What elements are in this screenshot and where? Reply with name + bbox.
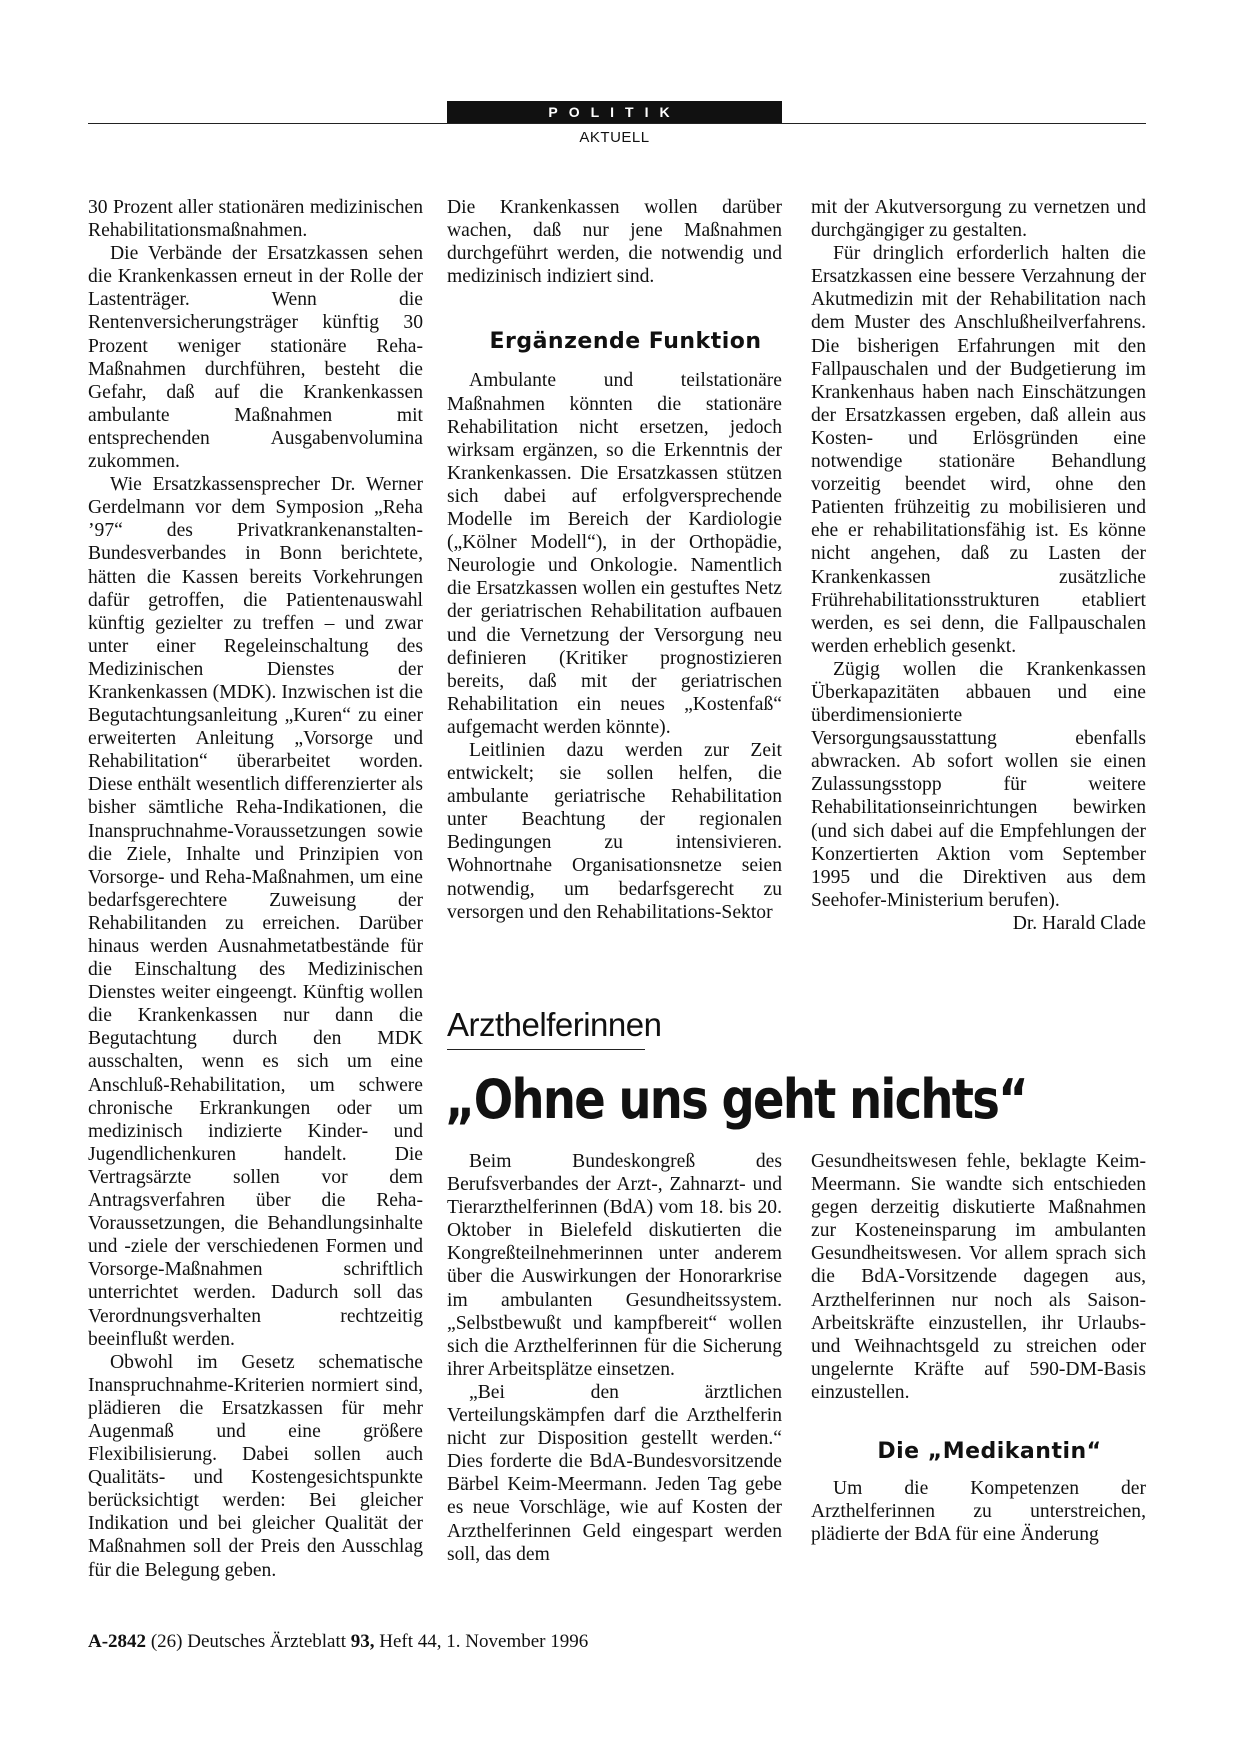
- page-footer: [88, 1631, 588, 1653]
- paragraph: Gesundheitswesen fehle, beklagte Keim-Meermann. Sie wandte sich entschieden gegen derzeitig diskutierte Maßnahmen zur Kosteneinsparung im ambulanten Gesundheitswesen. Vor allem sprach sich die BdA-Vorsitzende dagegen aus, Arzthelferinnen nur noch als Saison-Arbeitskräfte einzustellen, ihr Urlaubs- und Weihnachtsgeld zu streichen oder ungelernte Kräfte auf 590-DM-Basis einzustellen.: [811, 1151, 1146, 1403]
- subheading: Die „Medikantin“: [877, 1439, 1102, 1465]
- journal-name: (26) Deutsches Ärzteblatt: [150, 1631, 347, 1652]
- paragraph: mit der Akutversorgung zu vernetzen und durchgängiger zu gestalten.: [811, 197, 1146, 242]
- paragraph: Die Verbände der Ersatzkassen sehen die Krankenkassen erneut in der Rolle der Lastenträger. Wenn die Rentenversicherungsträger künftig 30 Prozent weniger stationäre Reha-Maßnahmen durchführen, besteht die Gefahr, daß auf die Krankenkassen ambulante Maßnahmen mit entsprechenden Ausgabenvolumina zukommen.: [88, 243, 423, 473]
- column-2: [447, 196, 782, 924]
- page-code: A-2842: [88, 1631, 147, 1652]
- paragraph: Wie Ersatzkassensprecher Dr. Werner Gerdelmann vor dem Symposion „Reha ’97“ des Privatkrankenanstalten-Bundesverbandes in Bonn berichtete, hätten die Kassen bereits Vorkehrungen dafür getroffen, die Patientenauswahl künftig gezielter zu treffen – und zwar unter einer Regeleinschaltung des Medizinischen Dienstes der Krankenkassen (MDK). Inzwischen ist die Begutachtungsanleitung „Kuren“ zu einer erweiterten Anleitung „Vorsorge und Rehabilitation“ überarbeitet worden. Diese enthält wesentlich differenzierter als bisher sämtliche Reha-Indikationen, die Inanspruchnahme-Voraussetzungen sowie die Ziele, Inhalte und Prinzipien von Vorsorge- und Reha-Maßnahmen, um eine bedarfsgerechtere Zuweisung der Rehabilitanden zu erreichen. Darüber hinaus werden Ausnahmetatbestände für die Einschaltung des Medizinischen Dienstes weiter eingeengt. Künftig wollen die Krankenkassen nur dann die Begutachtung durch den MDK ausschalten, wenn es sich um eine Anschluß-Rehabilitation, um schwere chronische Erkrankungen oder um medizinisch indizierte Kinder- und Jugendlichenkuren handelt. Die Vertragsärzte sollen vor dem Antragsverfahren über die Reha-Voraussetzungen, die Behandlungsinhalte und -ziele der verschiedenen Formen und Vorsorge-Maßnahmen schriftlich unterrichtet werden. Dadurch soll das Verordnungsverhalten rechtzeitig beeinflußt werden.: [88, 474, 423, 1350]
- paragraph: 30 Prozent aller stationären medizinischen Rehabilitationsmaßnahmen.: [88, 197, 423, 242]
- paragraph: „Bei den ärztlichen Verteilungskämpfen darf die Arzthelferin nicht zur Disposition gestellt werden.“ Dies forderte die BdA-Bundesvorsitzende Bärbel Keim-Meermann. Jeden Tag gebe es neue Vorschläge, wie auf Kosten der Arzthelferinnen Geld eingespart werden soll, das dem: [447, 1381, 782, 1565]
- article-kicker: Arzthelferinnen: [447, 1006, 662, 1043]
- article-headline: „Ohne uns geht nichts“: [445, 1068, 1027, 1131]
- kicker-rule: [447, 1049, 645, 1050]
- header-rule: [88, 123, 1146, 124]
- subsection-label: AKTUELL: [579, 129, 650, 146]
- paragraph: Die Krankenkassen wollen darüber wachen, daß nur jene Maßnahmen durchgeführt werden, die notwendig und medizinisch indiziert sind.: [447, 197, 782, 288]
- paragraph: Beim Bundeskongreß des Berufsverbandes der Arzt-, Zahnarzt- und Tierarzthelferinnen (BdA) vom 18. bis 20. Oktober in Bielefeld diskutierten die Kongreßteilnehmerinnen unter anderem über die Auswirkungen der Honorarkrise im ambulanten Gesundheitssystem. „Selbstbewußt und kampfbereit“ wollen sich die Arzthelferinnen für die Sicherung ihrer Arbeitsplätze einsetzen.: [447, 1151, 782, 1380]
- section-bar: POLITIK: [447, 101, 782, 123]
- paragraph: Um die Kompetenzen der Arzthelferinnen zu unterstreichen, plädierte der BdA für eine Änderung: [811, 1478, 1146, 1546]
- paragraph-text: Zügig wollen die Krankenkassen Überkapazitäten abbauen und eine überdimensionierte Versorgungsausstattung ebenfalls abwracken. Ab sofort wollen sie einen Zulassungsstopp für weitere Rehabilitationseinrichtungen bewirken (und sich dabei auf die Empfehlungen der Konzertierten Aktion vom September 1995 und die Direktiven aus dem Seehofer-Ministerium berufen).: [811, 658, 1146, 911]
- paragraph: Ambulante und teilstationäre Maßnahmen könnten die stationäre Rehabilitation nicht ersetzen, jedoch wirksam ergänzen, so die Erkenntnis der Krankenkassen. Die Ersatzkassen stützen sich dabei auf erfolgversprechende Modelle im Bereich der Kardiologie („Kölner Modell“), in der Orthopädie, Neurologie und Onkologie. Namentlich die Ersatzkassen wollen ein gestuftes Netz der geriatrischen Rehabilitation aufbauen und die Vernetzung der Versorgung neu definieren (Kritiker prognostizieren bereits, daß mit der geriatrischen Rehabilitation ein neues „Kostenfaß“ aufgemacht werden könnte).: [447, 370, 782, 738]
- paragraph: Obwohl im Gesetz schematische Inanspruchnahme-Kriterien normiert sind, plädieren die Ersatzkassen für mehr Augenmaß und eine größere Flexibilisierung. Dabei sollen auch Qualitäts- und Kostengesichtspunkte berücksichtigt werden: Bei gleicher Indikation und bei gleicher Qualität der Maßnahmen soll der Preis den Ausschlag für die Belegung geben.: [88, 1351, 423, 1581]
- paragraph: Für dringlich erforderlich halten die Ersatzkassen eine bessere Verzahnung der Akutmedizin mit der Rehabilitation nach dem Muster des Anschlußheilverfahrens. Die bisherigen Erfahrungen mit den Fallpauschalen und der Budgetierung im Krankenhaus haben nach Einschätzungen der Ersatzkassen ergeben, daß allein aus Kosten- und Erlösgründen eine notwendige stationäre Behandlung vorzeitig beendet wird, ohne den Patienten frühzeitig zu mobilisieren und ehe er rehabilitationsfähig ist. Es könne nicht angehen, daß zu Lasten der Krankenkassen zusätzliche Frührehabilitationsstrukturen etabliert werden, es sei denn, die Fallpauschalen werden erheblich gesenkt.: [811, 243, 1146, 657]
- column-3: [811, 196, 1146, 935]
- issue-date: Heft 44, 1. November 1996: [379, 1631, 589, 1652]
- paragraph: [811, 658, 1146, 934]
- subheading: Ergänzende Funktion: [489, 329, 762, 355]
- author-signature: Dr. Harald Clade: [1012, 912, 1146, 934]
- column-1: [88, 196, 423, 1582]
- volume-number: 93,: [350, 1631, 375, 1652]
- article2-column-3: [811, 1150, 1146, 1546]
- paragraph: Leitlinien dazu werden zur Zeit entwickelt; sie sollen helfen, die ambulante geriatrische Rehabilitation unter Beachtung der regionalen Bedingungen zu intensivieren. Wohnortnahe Organisationsnetze seien notwendig, um bedarfsgerecht zu versorgen und den Rehabilitations-Sektor: [447, 739, 782, 923]
- article2-column-2: [447, 1150, 782, 1566]
